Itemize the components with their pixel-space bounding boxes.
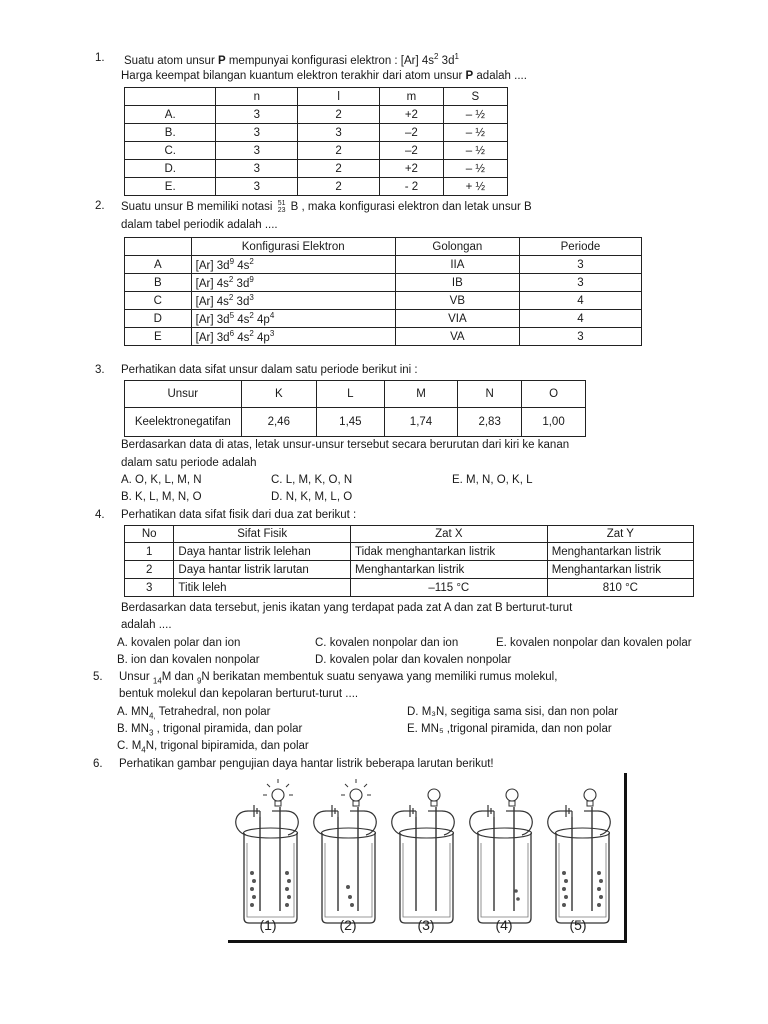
option-c: C. kovalen nonpolar dan ion bbox=[315, 637, 459, 649]
option-d: D. M₃N, segitiga sama sisi, dan non polar bbox=[407, 706, 619, 718]
table-row: B [Ar] $4s^2$ $3d^9$ IB 3 bbox=[125, 274, 642, 292]
option-e: E. kovalen nonpolar dan kovalen polar bbox=[496, 637, 692, 649]
question-text-line: dalam tabel periodik adalah .... bbox=[121, 219, 278, 231]
table-row: 1 Daya hantar listrik lelehan Tidak menghantarkan listrik Menghantarkan listrik bbox=[125, 543, 694, 561]
question-number: 4. bbox=[95, 509, 105, 521]
table-header: Zat X bbox=[350, 526, 547, 543]
option-b: B. K, L, M, N, O bbox=[121, 491, 202, 503]
table-header: Periode bbox=[519, 238, 641, 256]
figure-label-2: (2) bbox=[339, 917, 357, 933]
table-header: m bbox=[380, 88, 444, 106]
table-row: C [Ar] $4s^2$ $3d^3$ VB 4 bbox=[125, 292, 642, 310]
question-text-line: Perhatikan data sifat fisik dari dua zat berikut : bbox=[121, 509, 357, 521]
apparatus-3 bbox=[392, 789, 455, 923]
option-a: A. $MN_{4,}$ Tetrahedral, non polar bbox=[117, 706, 271, 721]
table-row: A [Ar] $3d^9$ $4s^2$ IIA 3 bbox=[125, 256, 642, 274]
apparatus-2 bbox=[314, 779, 377, 923]
figure-label-1: (1) bbox=[259, 917, 277, 933]
apparatus-4 bbox=[470, 789, 533, 923]
config-cell: [Ar] $3d^5$ $4s^2$ $4p^4$ bbox=[191, 310, 395, 328]
figure-label-4: (4) bbox=[495, 917, 513, 933]
question-text-line: adalah .... bbox=[121, 619, 172, 631]
physical-property-table bbox=[124, 525, 694, 597]
question-text-line: Berdasarkan data tersebut, jenis ikatan yang terdapat pada zat A dan zat B berturut-turut bbox=[121, 602, 573, 614]
nuclide-notation: 51 23 bbox=[277, 200, 286, 214]
question-text-line: Perhatikan gambar pengujian daya hantar listrik beberapa larutan berikut! bbox=[119, 758, 494, 770]
option-b: B. ion dan kovalen nonpolar bbox=[117, 654, 260, 666]
electron-config-table bbox=[124, 237, 642, 346]
table-row: 3 Titik leleh –115 °C 810 °C bbox=[125, 579, 694, 597]
question-text-line: Suatu atom unsur P mempunyai konfigurasi elektron : [Ar] $4s^2$ $3d^1$ bbox=[124, 52, 459, 67]
table-header: Unsur bbox=[125, 381, 242, 408]
table-header: S bbox=[443, 88, 507, 106]
question-number: 5. bbox=[93, 671, 103, 683]
question-text-line: Harga keempat bilangan kuantum elektron terakhir dari atom unsur P adalah .... bbox=[121, 70, 527, 82]
option-e: E. M, N, O, K, L bbox=[452, 474, 533, 486]
table-header: N bbox=[458, 381, 522, 408]
table-header bbox=[125, 88, 216, 106]
table-row: E. 3 2 - 2 + ½ bbox=[125, 178, 508, 196]
table-header: No bbox=[125, 526, 174, 543]
question-text-line: dalam satu periode adalah bbox=[121, 457, 257, 469]
apparatus-5 bbox=[548, 789, 611, 923]
question-text-line: Suatu unsur B memiliki notasi 51 23 B , maka konfigurasi elektron dan letak unsur B bbox=[121, 200, 532, 214]
table-row: D [Ar] $3d^5$ $4s^2$ $4p^4$ VIA 4 bbox=[125, 310, 642, 328]
question-number: 6. bbox=[93, 758, 103, 770]
question-text-line: bentuk molekul dan kepolaran berturut-turut .... bbox=[119, 688, 359, 700]
question-text-line: Berdasarkan data di atas, letak unsur-unsur tersebut secara berurutan dari kiri ke kanan bbox=[121, 439, 570, 451]
config-cell: [Ar] $3d^6$ $4s^2$ $4p^3$ bbox=[191, 328, 395, 346]
question-number: 3. bbox=[95, 364, 105, 376]
table-row: B. 3 3 –2 – ½ bbox=[125, 124, 508, 142]
question-text-line: Perhatikan data sifat unsur dalam satu periode berikut ini : bbox=[121, 364, 418, 376]
option-e: E. MN₅ ,trigonal piramida, dan non polar bbox=[407, 723, 612, 735]
question-text-line: Unsur $_{14}$M dan $_9$N berikatan membentuk suatu senyawa yang memiliki rumus molekul, bbox=[119, 671, 558, 686]
table-header: M bbox=[384, 381, 458, 408]
figure-label-5: (5) bbox=[569, 917, 587, 933]
config-cell: [Ar] $4s^2$ $3d^9$ bbox=[191, 274, 395, 292]
quantum-number-table bbox=[124, 87, 508, 196]
table-row: E [Ar] $3d^6$ $4s^2$ $4p^3$ VA 3 bbox=[125, 328, 642, 346]
conductivity-figure bbox=[228, 773, 627, 943]
table-header: Zat Y bbox=[547, 526, 693, 543]
option-a: A. kovalen polar dan ion bbox=[117, 637, 241, 649]
table-header: L bbox=[317, 381, 385, 408]
option-b: B. $MN_3$ , trigonal piramida, dan polar bbox=[117, 723, 303, 738]
table-header: Konfigurasi Elektron bbox=[191, 238, 395, 256]
conductivity-apparatus-illustration bbox=[228, 773, 624, 940]
electronegativity-table bbox=[124, 380, 586, 437]
option-d: D. N, K, M, L, O bbox=[271, 491, 353, 503]
table-header: Golongan bbox=[395, 238, 519, 256]
table-header: K bbox=[241, 381, 316, 408]
table-row: A. 3 2 +2 – ½ bbox=[125, 106, 508, 124]
table-header: Sifat Fisik bbox=[174, 526, 351, 543]
table-header: n bbox=[216, 88, 298, 106]
apparatus-1 bbox=[236, 779, 299, 923]
table-header bbox=[125, 238, 192, 256]
config-cell: [Ar] $3d^9$ $4s^2$ bbox=[191, 256, 395, 274]
question-number: 2. bbox=[95, 200, 105, 212]
table-row: 2 Daya hantar listrik larutan Menghantarkan listrik Menghantarkan listrik bbox=[125, 561, 694, 579]
option-c: C. L, M, K, O, N bbox=[271, 474, 353, 486]
table-header: l bbox=[298, 88, 380, 106]
figure-label-3: (3) bbox=[417, 917, 435, 933]
table-row: D. 3 2 +2 – ½ bbox=[125, 160, 508, 178]
config-cell: [Ar] $4s^2$ $3d^3$ bbox=[191, 292, 395, 310]
table-header: O bbox=[522, 381, 586, 408]
table-row: C. 3 2 –2 – ½ bbox=[125, 142, 508, 160]
table-row: Keelektronegatifan 2,46 1,45 1,74 2,83 1,00 bbox=[125, 408, 586, 437]
option-a: A. O, K, L, M, N bbox=[121, 474, 202, 486]
question-number: 1. bbox=[95, 52, 105, 64]
option-d: D. kovalen polar dan kovalen nonpolar bbox=[315, 654, 512, 666]
option-c: C. $M_4N$, trigonal bipiramida, dan polar bbox=[117, 740, 309, 755]
